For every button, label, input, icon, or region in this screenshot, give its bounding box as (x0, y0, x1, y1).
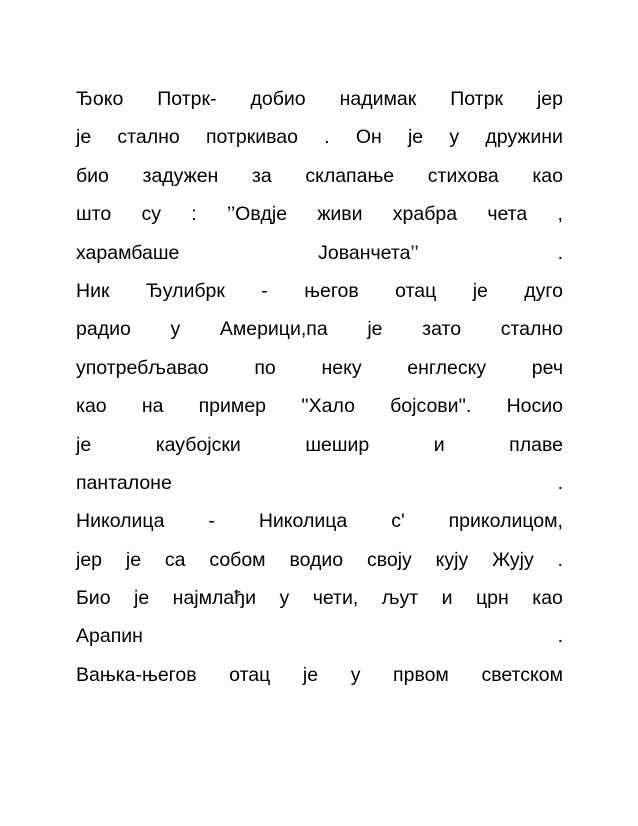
text-line (76, 349, 563, 387)
word: као (532, 164, 563, 187)
word: чети, (312, 587, 359, 610)
text-line (76, 157, 563, 195)
word: употребљавао (76, 356, 209, 379)
text-line (76, 617, 563, 655)
word: љут (381, 587, 419, 610)
word: Жују (492, 548, 534, 571)
word: црн (475, 587, 509, 610)
word: кују (435, 548, 469, 571)
word: харамбаше (76, 241, 180, 264)
word: његов (304, 279, 359, 302)
word: дуго (524, 279, 563, 302)
text-line (76, 426, 563, 464)
word: као (532, 587, 563, 610)
word: чета (487, 203, 528, 226)
word: живи (317, 203, 363, 226)
word: бојсови''. (390, 395, 472, 418)
text-line (76, 118, 563, 156)
word: пример (198, 395, 267, 418)
word: отац (395, 279, 437, 302)
word: по (254, 356, 276, 379)
word: првом (393, 663, 449, 686)
word: отац (229, 663, 271, 686)
word: Он (355, 126, 382, 149)
word: потркивао (205, 126, 298, 149)
word: најмлађи (172, 587, 256, 610)
word: на (141, 395, 164, 418)
word: што (76, 203, 112, 226)
word: као (76, 395, 107, 418)
text-line (76, 656, 563, 694)
word: . (324, 126, 330, 149)
word: је (407, 126, 424, 149)
word: Носио (506, 395, 563, 418)
word: склапање (305, 164, 395, 187)
word: ''Хало (301, 395, 355, 418)
word: - (261, 279, 268, 302)
word: зато (422, 318, 462, 341)
word: реч (531, 356, 563, 379)
word: у (170, 318, 181, 341)
word: енглеску (407, 356, 487, 379)
text-line (76, 310, 563, 348)
word: . (557, 548, 563, 571)
word: - (208, 510, 215, 533)
word: и (441, 587, 453, 610)
word: приколицом, (448, 510, 563, 533)
word: ’’Овдје (226, 203, 288, 226)
text-line (76, 387, 563, 425)
word: . (557, 625, 563, 648)
text-line (76, 80, 563, 118)
word: је (134, 587, 150, 610)
word: неку (321, 356, 362, 379)
word: панталоне (76, 471, 172, 494)
word: Ник (76, 279, 110, 302)
word: је (125, 548, 142, 571)
word: шешир (305, 433, 370, 456)
word: Вањка-његов (76, 663, 197, 686)
word: био (76, 164, 109, 187)
word: . (557, 241, 563, 264)
word: и (433, 433, 445, 456)
word: Јованчета’’ (318, 241, 419, 264)
word: са (164, 548, 186, 571)
word: стихова (427, 164, 499, 187)
text-line (76, 541, 563, 579)
word: каубојски (155, 433, 241, 456)
text-line (76, 234, 563, 272)
word: с' (391, 510, 405, 533)
word: храбра (392, 203, 458, 226)
word: је (367, 318, 383, 341)
word: у (449, 126, 460, 149)
word: Арапин (76, 625, 143, 648)
text-line (76, 195, 563, 233)
word: светском (481, 663, 563, 686)
word: у (350, 663, 361, 686)
body-text (76, 80, 563, 694)
word: Николица (76, 510, 165, 533)
word: задужен (142, 164, 219, 187)
word: Био (76, 587, 111, 610)
word: јер (76, 548, 103, 571)
word: Ђоко (76, 88, 124, 110)
word: је (302, 663, 319, 686)
word: су (141, 203, 161, 226)
text-line (76, 579, 563, 617)
word: : (191, 203, 197, 226)
word: у (279, 587, 290, 610)
word: стално (117, 126, 180, 149)
word: . (557, 471, 563, 494)
word: Николица (258, 510, 348, 533)
word: радио (76, 318, 131, 341)
word: дружини (485, 126, 563, 149)
word: је (76, 433, 92, 456)
word: собом (209, 548, 266, 571)
word: водио (289, 548, 344, 571)
text-line (76, 464, 563, 502)
word: за (251, 164, 272, 187)
word: стално (500, 318, 563, 341)
word: надимак (339, 88, 417, 110)
word: Потрк- (157, 88, 217, 110)
word: своју (366, 548, 412, 571)
word: Потрк (450, 88, 503, 110)
word: Америци,па (219, 318, 328, 341)
text-line (76, 502, 563, 540)
word: Ђулибрк (145, 279, 225, 302)
text-line (76, 272, 563, 310)
word: је (76, 126, 92, 149)
word: добио (250, 88, 306, 110)
word: је (472, 279, 488, 302)
word: плаве (509, 433, 563, 456)
word: , (557, 203, 563, 226)
word: јер (536, 88, 563, 110)
